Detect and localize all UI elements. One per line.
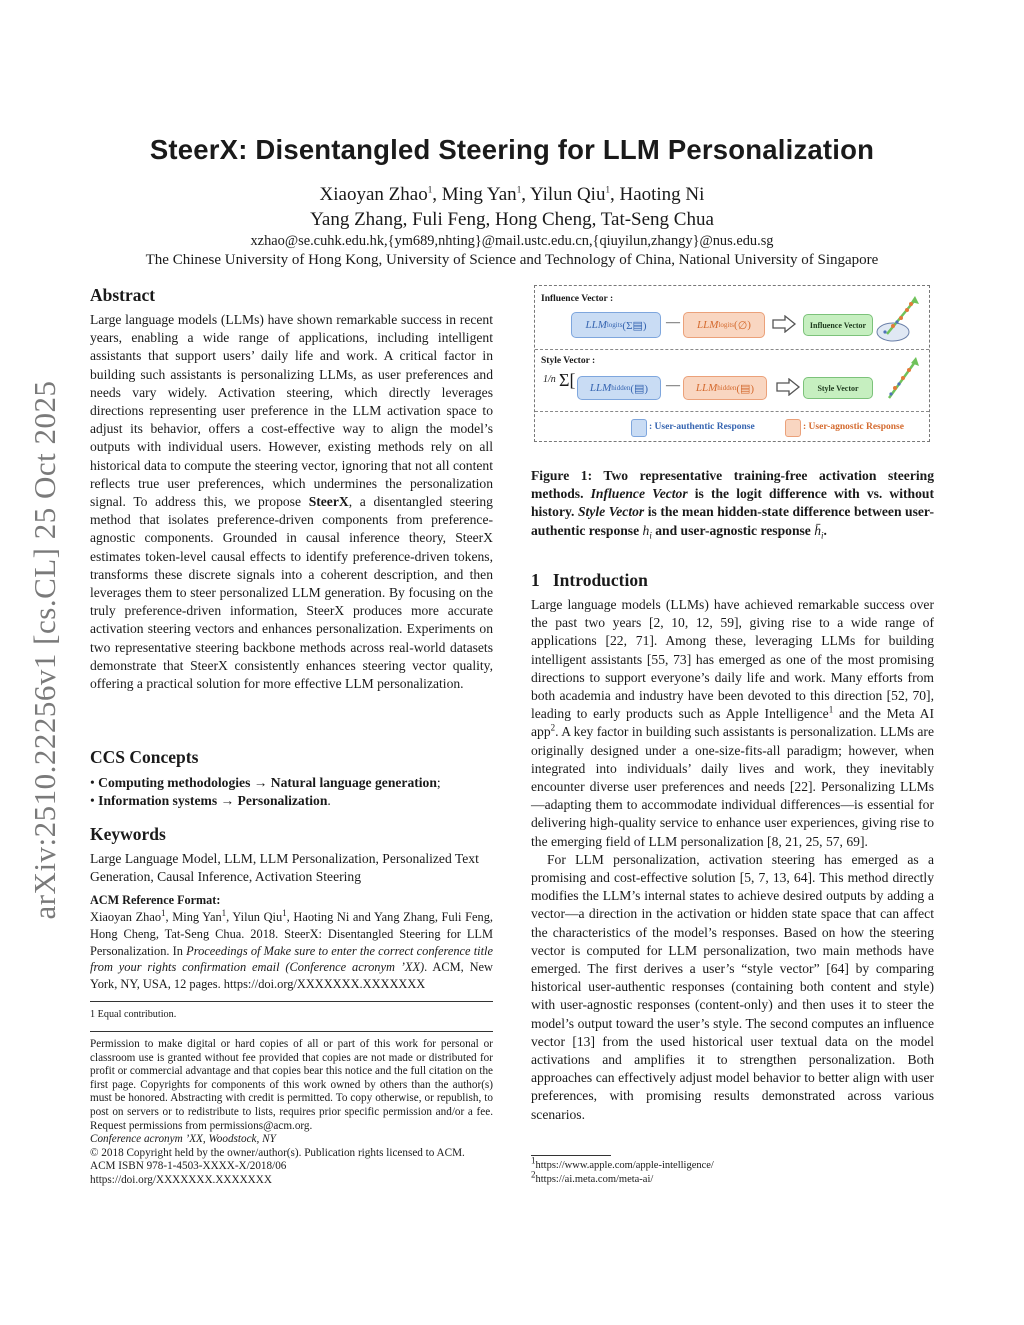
acm-reference (90, 893, 493, 993)
influence-vector-label: Influence Vector : (541, 294, 614, 304)
author-emails: xzhao@se.cuhk.edu.hk,{ym689,nhting}@mail.ustc.edu.cn,{qiuyilun,zhangy}@nus.edu.sg (250, 233, 774, 249)
copyright-line: © 2018 Copyright held by the owner/author(s). Publication rights licensed to ACM. (90, 1146, 465, 1159)
sum-symbol: Σ[ (559, 370, 576, 390)
figure-divider (535, 349, 929, 350)
arxiv-stamp: arXiv:2510.22256v1 [cs.CL] 25 Oct 2025 (27, 380, 62, 920)
intro-paragraph-2: For LLM personalization, activation steering has emerged as a promising and cost-effective solution [5, 7, 13, 64]. This method directly modifies the LLM’s internal states to achieve desired outputs by adding a vector—a direction in the activation or hidden state space that can affect the characteristics of the model’s responses. Based on how the steering vector is computed for LLM personalization, two main methods have emerged. The first derives a user’s “style vector” [64] by comparing historical user-authentic responses (containing both content and style) with user-agnostic responses (content-only) and then uses it to steer the model’s output toward the user’s style. The second computes an influence vector [13] from the used historical user textual data on the model activations and amplifies it to strengthen personalization. Both approaches can effectively adjust model behavior to better align with user preferences, with promising results demonstrated across various scenarios. (531, 851, 934, 1122)
keywords-heading: Keywords (90, 824, 166, 844)
ccs-section (90, 747, 493, 810)
llm-hidden-authentic: LLM hidden (▤) (577, 376, 661, 400)
footnote-rule (90, 1001, 493, 1002)
permission-text: Permission to make digital or hard copies of all or part of this work for personal or classroom use is granted without fee provided that copies are not made or distributed for profit or commercial advantage and that copies bear this notice and the full citation on the first page. Copyrights for components of this work owned by others than the author(s) must be honored. Abstracting with credit is permitted. To copy otherwise, or republish, to post on servers or to redistribute to lists, requires prior specific permission and/or a fee. Request permissions from permissions@acm.org. (90, 1038, 493, 1132)
vector-scatter-icon (873, 292, 925, 346)
intro-paragraph-1: Large language models (LLMs) have achieved remarkable success over the past two years [2, 10, 12, 59], giving rise to a wide range of applications [22, 71]. Among these, leveraging LLMs for building intelligent assistants [55, 73] has emerged as one of the most promising directions to support everyone’s daily life and work. Many efforts from both academia and industry have been devoted to this direction [52, 70], leading to early products such as Apple Intelligence$^1$ and the Meta AI app$^2$. A key factor in building such assistants is personalization. LLMs are originally designed under a one-size-fits-all paradigm; however, when integrated into individuals’ daily lives and work, they inevitably encounter diverse user preferences and needs [22]. Personalizing LLMs—adapting them to accommodate individual differences—is essential for delivering high-quality service to enhance user experiences, giving rise to the emerging field of LLM personalization [8, 21, 25, 57, 69]. (531, 597, 934, 849)
user-agnostic-icon (785, 419, 801, 437)
arrow-icon-2 (775, 378, 801, 396)
authors-line-2: Yang Zhang, Fuli Feng, Hong Cheng, Tat-Seng Chua (310, 209, 714, 230)
user-agnostic-legend: : User-agnostic Response (803, 422, 904, 432)
llm-logits-without-history: LLM logits ( ∅ ) (683, 312, 765, 338)
ccs-item-2: • Information systems → Personalization. (90, 793, 331, 809)
figure-caption: Figure 1: Two representative training-free activation steering methods. Influence Vector is the logit difference with vs. without history. Style Vector is the mean hidden-state difference between user-authentic response $h_i$ and user-agnostic response $h̄_i$. (531, 468, 934, 541)
isbn-line: ACM ISBN 978-1-4503-XXXX-X/2018/06 (90, 1160, 287, 1173)
permission-block (90, 1038, 493, 1188)
vector-points-icon (883, 354, 923, 404)
acm-reference-heading: ACM Reference Format: (90, 893, 221, 907)
footnote-1: $^1$https://www.apple.com/apple-intelligence/ (531, 1155, 714, 1171)
introduction-heading: 1 Introduction (531, 570, 648, 590)
introduction-section (531, 570, 934, 1124)
permission-rule (90, 1031, 493, 1032)
figure-legend-divider (535, 411, 929, 412)
conference-line: Conference acronym ’XX, Woodstock, NY (90, 1133, 276, 1146)
ccs-heading: CCS Concepts (90, 747, 199, 767)
figure-1 (534, 285, 930, 442)
user-authentic-legend: : User-authentic Response (649, 422, 755, 432)
llm-hidden-agnostic: LLM hidden (▤) (683, 376, 767, 400)
abstract-section (90, 285, 493, 693)
llm-logits-with-history: LLM logits (Σ▤) (571, 312, 661, 338)
style-vector-label: Style Vector : (541, 356, 596, 366)
minus-sign: — (666, 315, 680, 330)
affiliations: The Chinese University of Hong Kong, University of Science and Technology of China, National University of Singapore (145, 252, 879, 268)
intro-footnote-rule (531, 1155, 611, 1156)
user-authentic-icon (631, 419, 647, 437)
doi-line: https://doi.org/XXXXXXX.XXXXXXX (90, 1173, 272, 1186)
footnote-2: $^2$https://ai.meta.com/meta-ai/ (531, 1169, 654, 1185)
minus-sign-2: — (666, 378, 680, 393)
keywords-text: Large Language Model, LLM, LLM Personalization, Personalized Text Generation, Causal Inference, Activation Steering (90, 851, 479, 885)
abstract-heading: Abstract (90, 285, 156, 305)
keywords-section (90, 824, 493, 886)
style-vector-box: Style Vector (803, 377, 873, 399)
acm-reference-text: Xiaoyan Zhao$^1$, Ming Yan$^1$, Yilun Qiu$^1$, Haoting Ni and Yang Zhang, Fuli Feng, Hong Cheng, Tat-Seng Chua. 2018. SteerX: Disentangled Steering for LLM Personalization. In Proceedings of Make sure to enter the correct conference title from your rights confirmation email (Conference acronym ’XX). ACM, New York, NY, USA, 12 pages. https://doi.org/XXXXXXX.XXXXXXX (90, 907, 493, 992)
sum-prefix: 1/n (543, 374, 556, 385)
authors-line-1: Xiaoyan Zhao$^1$, Ming Yan$^1$, Yilun Qiu$^1$, Haoting Ni (319, 184, 705, 205)
ccs-item-1: • Computing methodologies → Natural language generation; (90, 775, 441, 790)
paper-title: SteerX: Disentangled Steering for LLM Personalization (149, 134, 875, 165)
arrow-icon (771, 315, 797, 333)
influence-vector-box: Influence Vector (803, 314, 873, 336)
abstract-text: Large language models (LLMs) have shown remarkable success in recent years, enabling a wide range of applications, including intelligent assistants that support users’ daily life and work. A critical factor in building such assistants is personalizing LLMs, as user preferences and needs vary widely. Activation steering, which directly leverages directions representing user preference in the LLM activation space to adjust its behavior, offers a cost-effective way to align the model’s outputs with individual users. However, existing methods rely on all historical data to compute the steering vector, ignoring that not all content reflects true user preferences, which undermines the personalization signal. To address this, we propose SteerX, a disentangled steering method that isolates preference-driven components from preference-agnostic components. Grounded in causal inference theory, SteerX estimates token-level causal effects to identify preference-driven tokens, transforms these discrete signals into a coherent description, and then leverages them to steer personalized LLM generation. By focusing on the truly preference-driven information, SteerX produces more accurate activation steering vectors and enhances personalization. Experiments on two representative steering backbone methods across real-world datasets demonstrate that SteerX consistently enhances steering vector quality, offering a practical solution for more effective LLM personalization. (90, 312, 493, 692)
equal-contribution-note: 1 Equal contribution. (90, 1009, 177, 1020)
